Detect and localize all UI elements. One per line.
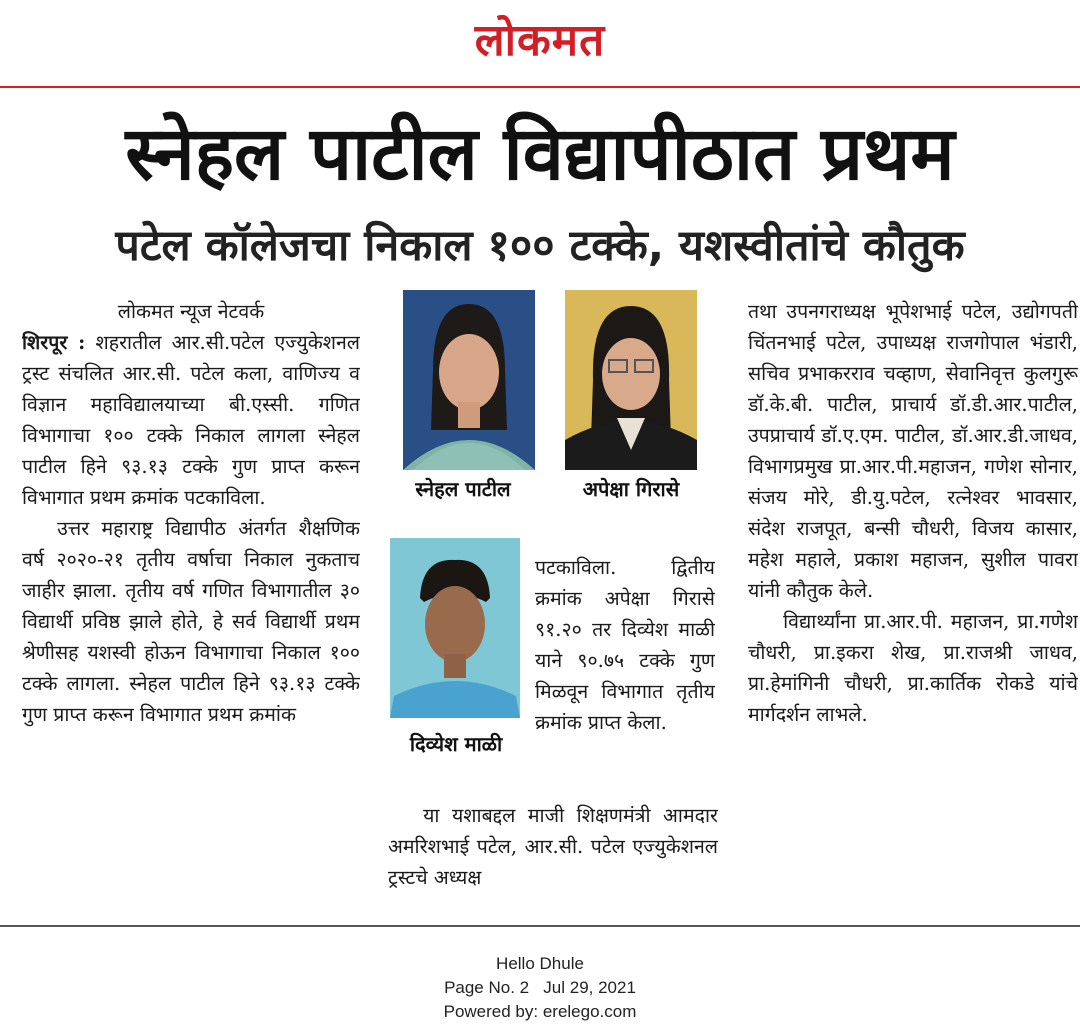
footer-powered-by: Powered by: erelego.com	[443, 1002, 637, 1021]
photo-caption: स्नेहल पाटील	[415, 477, 511, 501]
photo-divyesh-mali	[390, 538, 520, 718]
paragraph: या यशाबद्दल माजी शिक्षणमंत्री आमदार अमरिशभाई पटेल, आर.सी. पटेल एज्युकेशनल ट्रस्टचे अध्यक्ष	[388, 804, 718, 889]
page-bottom-divider	[0, 925, 1080, 927]
article-column-left	[22, 296, 360, 924]
paragraph: उत्तर महाराष्ट्र विद्यापीठ अंतर्गत शैक्षणिक वर्ष २०२०-२१ तृतीय वर्षाचा निकाल नुकताच जाहीर झाला. तृतीय वर्ष गणित विभागातील ३० विद्यार्थी प्रविष्ठ झाले होते, हे सर्व विद्यार्थी प्रथम श्रेणीसह यशस्वी होऊन विभागाचा निकाल १०० टक्के लागला. स्नेहल पाटील हिने ९३.१३ टक्के गुण प्राप्त करून विभागात प्रथम क्रमांक	[22, 517, 360, 726]
paragraph: पटकाविला. द्वितीय क्रमांक अपेक्षा गिरासे ९१.२० तर दिव्येश माळी याने ९०.७५ टक्के गुण मिळवून विभागात तृतीय क्रमांक प्राप्त केला.	[535, 556, 715, 734]
article-column-middle-bottom	[388, 800, 718, 924]
paragraph: तथा उपनगराध्यक्ष भूपेशभाई पटेल, उद्योगपती चिंतनभाई पटेल, उपाध्यक्ष राजगोपाल भंडारी, सचिव प्रभाकरराव चव्हाण, सेवानिवृत्त कुलगुरू डॉ.के.बी. पाटील, प्राचार्य डॉ.डी.आर.पाटील, उपप्राचार्य डॉ.ए.एम. पाटील, डॉ.आर.डी.जाधव, विभागप्रमुख प्रा.आर.पी.महाजन, गणेश सोनार, संजय मोरे, डी.यु.पटेल, रत्नेश्वर भावसार, संदेश राजपूत, बन्सी चौधरी, विजय कासार, महेश महाले, प्रकाश महाजन, सुशील पावरा यांनी कौतुक केले.	[748, 300, 1078, 602]
footer	[0, 952, 1080, 1024]
paragraph: विद्यार्थ्यांना प्रा.आर.पी. महाजन, प्रा.गणेश चौधरी, प्रा.इकरा शेख, प्रा.राजश्री जाधव, प्रा.हेमांगिनी चौधरी, प्रा.कार्तिक रोकडे यांचे मार्गदर्शन लाभले.	[748, 610, 1078, 726]
masthead	[0, 0, 1080, 86]
newspaper-logo: लोकमत	[474, 15, 606, 66]
article-column-right	[748, 296, 1078, 924]
photo-snehal-patil	[403, 290, 535, 470]
photo-caption: अपेक्षा गिरासे	[582, 477, 680, 501]
paragraph: शहरातील आर.सी.पटेल एज्युकेशनल ट्रस्ट संचलित आर.सी. पटेल कला, वाणिज्य व विज्ञान महाविद्यालयाच्या बी.एस्सी. गणित विभागाचा १०० टक्के निकाल लागला स्नेहल पाटील हिने ९३.१३ टक्के गुण प्राप्त करून विभागात प्रथम क्रमांक पटकाविला.	[22, 331, 360, 509]
byline: लोकमत न्यूज नेटवर्क	[117, 300, 265, 323]
headline: स्नेहल पाटील विद्यापीठात प्रथम	[125, 111, 955, 197]
subheadline: पटेल कॉलेजचा निकाल १०० टक्के, यशस्वीतांचे कौतुक	[115, 221, 965, 271]
footer-source: Hello Dhule	[496, 954, 584, 973]
footer-page-date: Page No. 2 Jul 29, 2021	[444, 978, 636, 997]
masthead-divider	[0, 86, 1080, 88]
dateline: शिरपूर :	[22, 331, 86, 354]
photo-apeksha-girase	[565, 290, 697, 470]
article-column-middle-top	[535, 552, 715, 792]
photo-caption: दिव्येश माळी	[409, 732, 503, 756]
